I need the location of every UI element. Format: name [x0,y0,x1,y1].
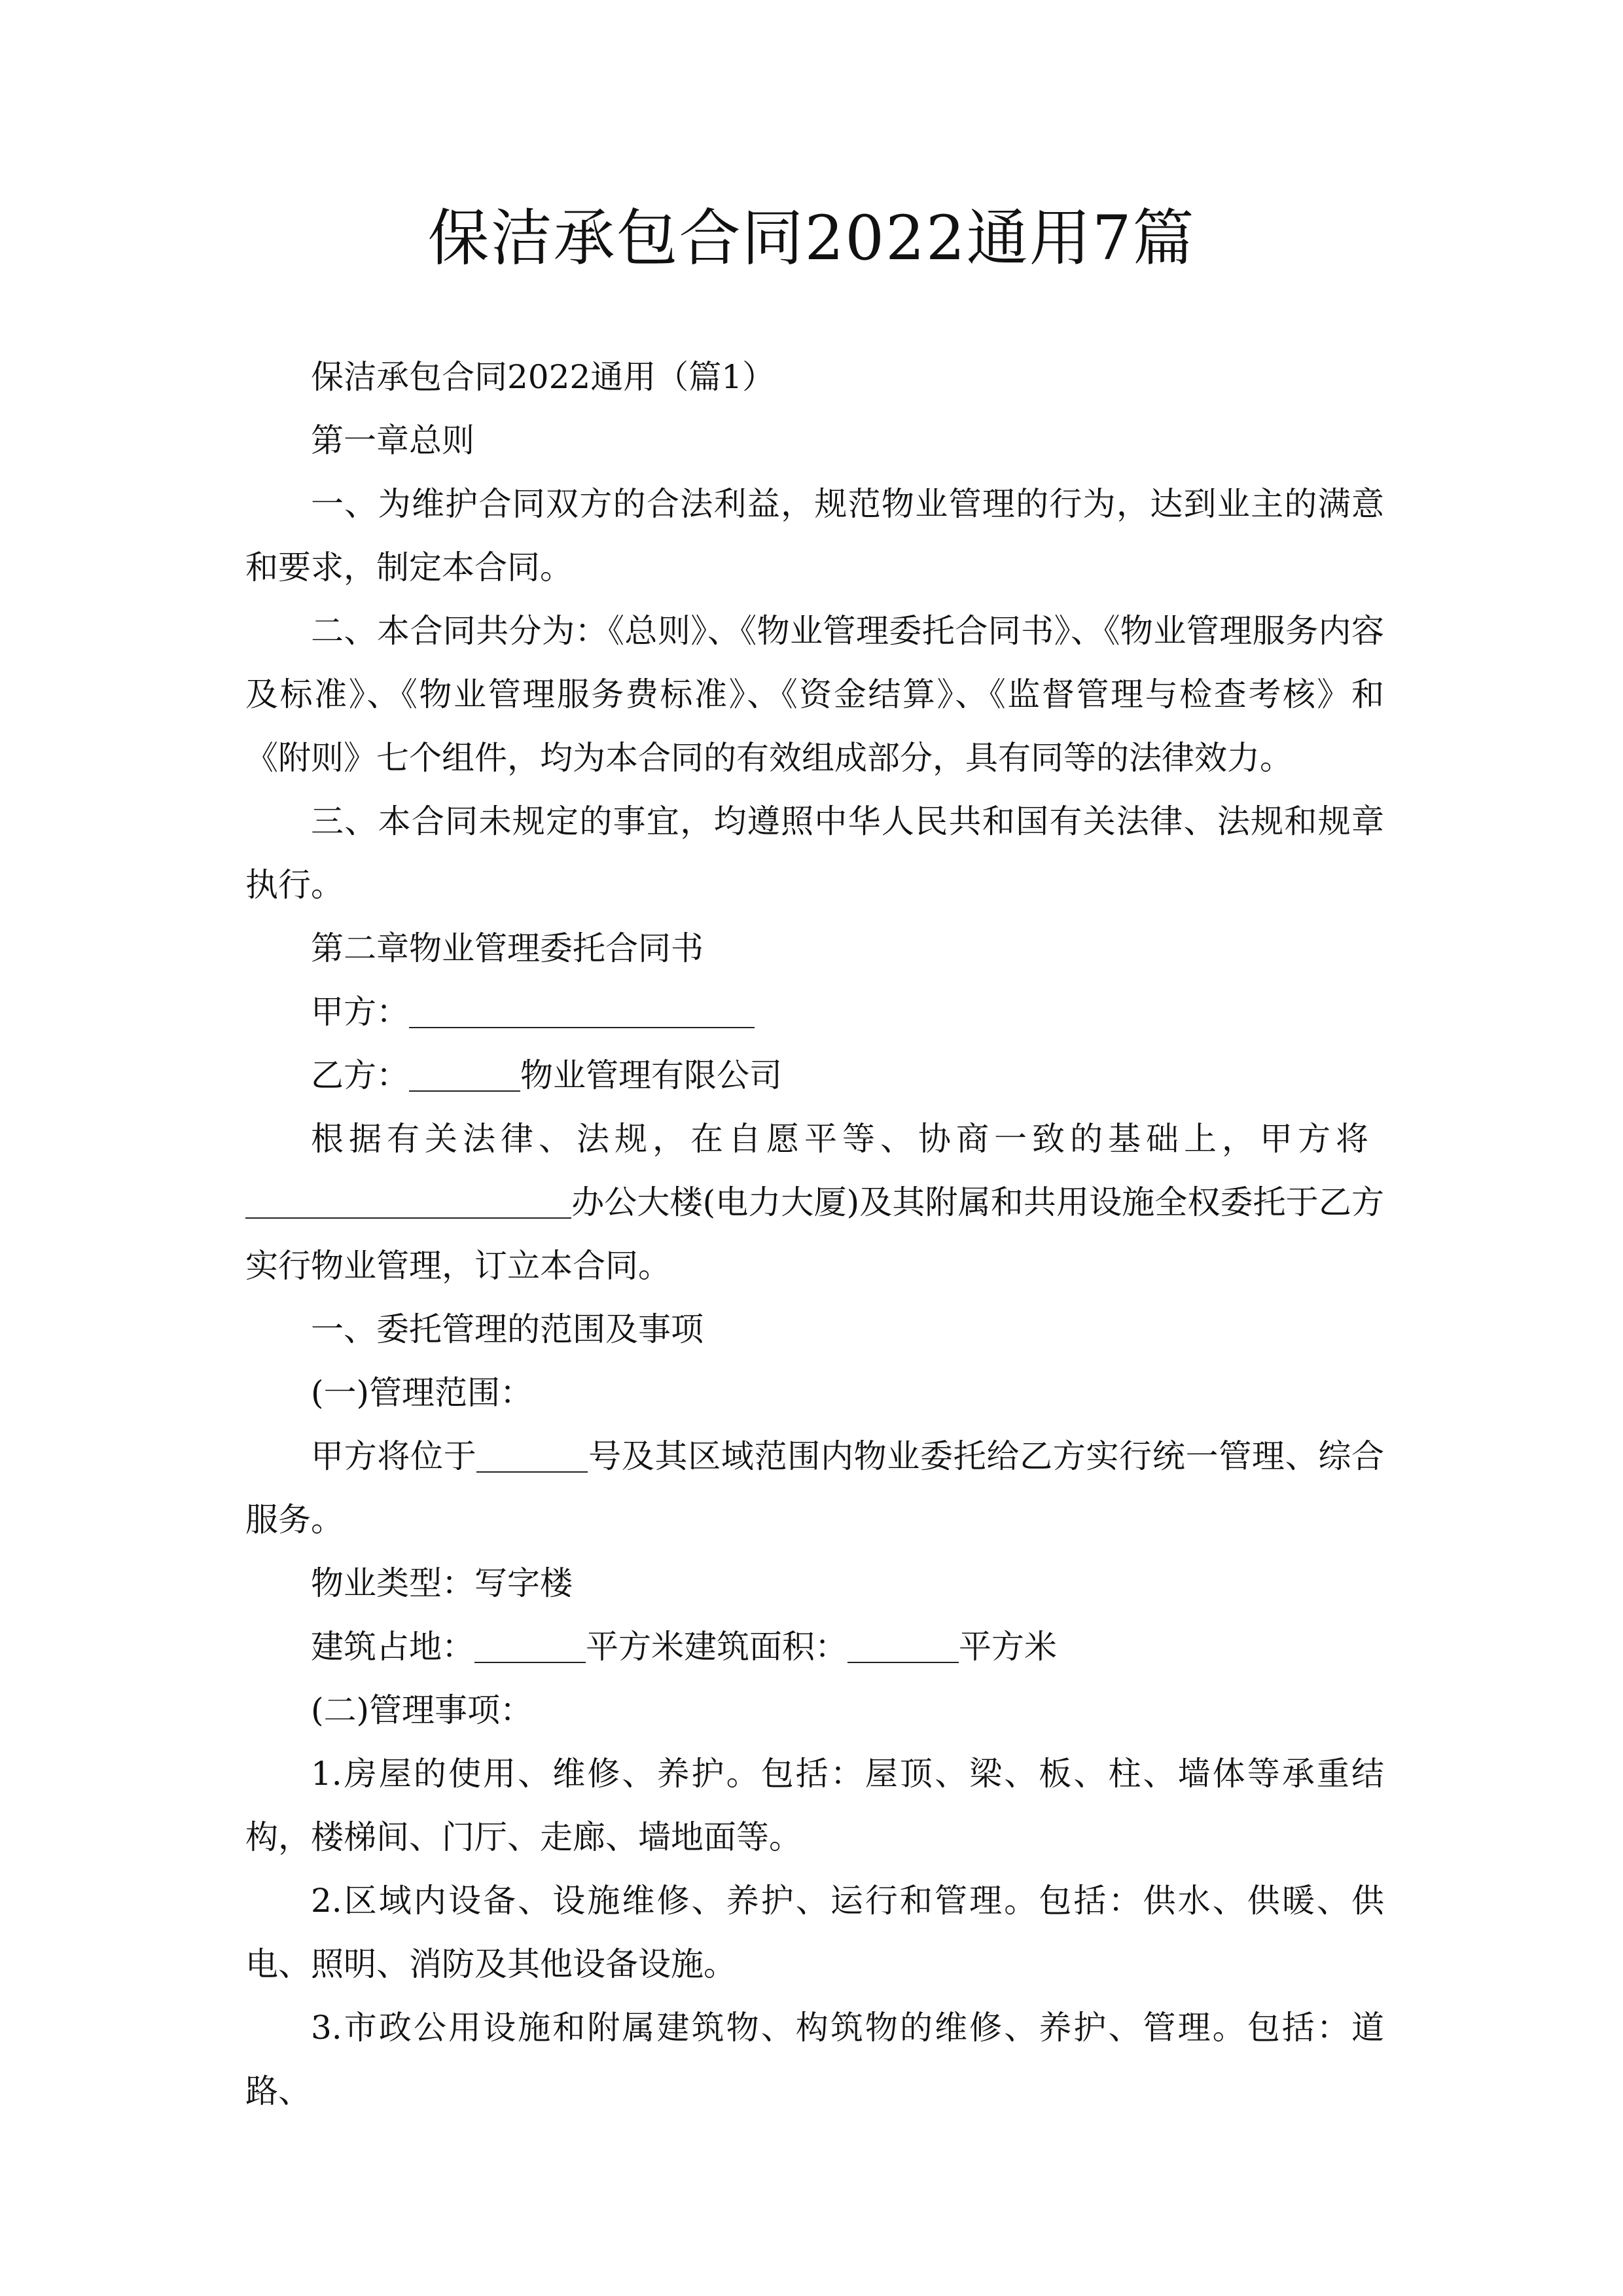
party-b-line [245,1044,1384,1107]
paragraph-text: 平方米 [959,1628,1057,1666]
land-area-blank [474,1625,586,1663]
building-area-blank [847,1625,959,1663]
paragraph: 一、为维护合同双方的合法利益，规范物业管理的行为，达到业主的满意和要求，制定本合同。 [245,485,1384,586]
paragraph: 物业类型：写字楼 [311,1564,573,1602]
sub-heading: (二)管理事项： [311,1691,533,1729]
paragraph-text: 建筑占地： [311,1628,474,1666]
building-blank [245,1181,571,1219]
paragraph: 三、本合同未规定的事宜，均遵照中华人民共和国有关法律、法规和规章执行。 [245,802,1384,904]
section-heading: 一、委托管理的范围及事项 [311,1310,704,1348]
chapter-heading: 第二章物业管理委托合同书 [311,929,704,967]
paragraph [245,1425,1384,1552]
party-b-label: 乙方： [311,1056,409,1094]
document-title: 保洁承包合同2022通用7篇 [427,203,1196,274]
paragraph: 3.市政公用设施和附属建筑物、构筑物的维修、养护、管理。包括：道路、 [245,2009,1384,2110]
paragraph: 根据有关法律、法规，在自愿平等、协商一致的基础上，甲方将 [311,1120,1374,1158]
address-blank [476,1435,588,1473]
party-a-line [245,980,1384,1044]
sub-heading: (一)管理范围： [311,1374,533,1412]
paragraph: 1.房屋的使用、维修、养护。包括：屋顶、梁、板、柱、墙体等承重结构，楼梯间、门厅、走廊、墙地面等。 [245,1755,1384,1856]
document-body [245,346,1384,2123]
paragraph-text: 平方米建筑面积： [586,1628,847,1666]
party-a-label: 甲方： [311,993,409,1031]
paragraph [245,1615,1384,1679]
section-heading: 保洁承包合同2022通用（篇1） [311,358,776,396]
paragraph-text: 办公大楼(电力大厦)及其附属和共用设施全权委托于乙方实行物业管理，订立本合同。 [245,1183,1384,1285]
paragraph: 2.区域内设备、设施维修、养护、运行和管理。包括：供水、供暖、供电、照明、消防及其他设备设施。 [245,1882,1384,1983]
paragraph-text: 甲方将位于 [311,1437,477,1475]
party-b-blank [409,1054,520,1092]
paragraph: 二、本合同共分为：《总则》、《物业管理委托合同书》、《物业管理服务内容及标准》、《物业管理服务费标准》、《资金结算》、《监督管理与检查考核》和《附则》七个组件，均为本合同的有效组成部分，具有同等的法律效力。 [245,612,1384,777]
party-a-blank [409,990,755,1028]
paragraph-text: 号及其区域范围内物业委托给乙方实行统一管理、综合服务。 [245,1437,1385,1539]
paragraph [245,1171,1384,1298]
party-b-suffix: 物业管理有限公司 [520,1056,782,1094]
chapter-heading: 第一章总则 [311,422,474,459]
